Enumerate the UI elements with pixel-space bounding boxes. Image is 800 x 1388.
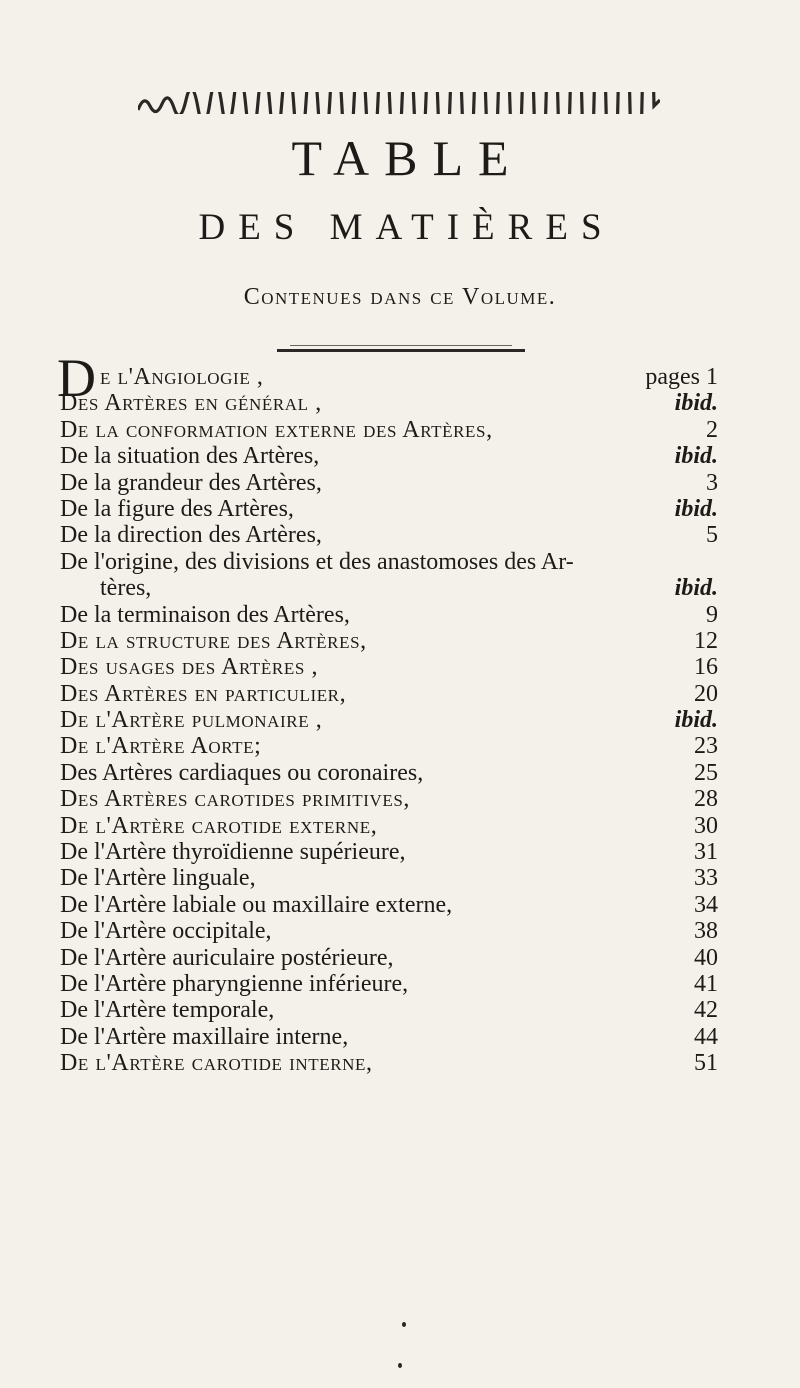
toc-entry bbox=[60, 865, 720, 891]
toc-entry bbox=[60, 971, 720, 997]
toc-entry-page: 28 bbox=[694, 786, 718, 813]
toc-entry bbox=[60, 760, 720, 786]
toc-entry bbox=[60, 417, 720, 443]
toc-entry-title: De l'Artère pharyngienne inférieure, bbox=[60, 970, 409, 997]
toc-entry bbox=[60, 945, 720, 971]
toc-entry-page: 5 bbox=[706, 522, 718, 549]
toc-entry-page: 31 bbox=[694, 839, 718, 866]
toc-entry bbox=[60, 496, 720, 522]
toc-entry-page: 40 bbox=[694, 944, 718, 971]
toc-entry bbox=[60, 470, 720, 496]
toc-entry-page: 12 bbox=[694, 627, 718, 654]
toc-entry-title: e l'Angiologie , bbox=[100, 364, 264, 390]
toc-entry-title: De la figure des Artères, bbox=[60, 495, 294, 522]
toc-entry-page: 34 bbox=[694, 891, 718, 918]
toc-entry-title: De l'Artère linguale, bbox=[60, 865, 256, 892]
toc-entry-page: 33 bbox=[694, 865, 718, 892]
page-title: TABLE bbox=[291, 130, 524, 186]
toc-entry-page: 9 bbox=[706, 601, 718, 628]
toc-entry bbox=[60, 786, 720, 812]
toc-entry-title: De l'origine, des divisions et des anastomoses des Ar- bbox=[60, 548, 574, 575]
toc-entry-title: De l'Artère auriculaire postérieure, bbox=[60, 944, 394, 971]
toc-entry bbox=[60, 918, 720, 944]
toc-entry-page: ibid. bbox=[674, 495, 718, 522]
toc-entry-title: De l'Artère pulmonaire , bbox=[60, 707, 323, 734]
toc-entry-page: 2 bbox=[706, 416, 718, 443]
toc-entry-page: 23 bbox=[694, 733, 718, 760]
toc-entry bbox=[60, 681, 720, 707]
toc-entry bbox=[60, 575, 720, 601]
toc-entry bbox=[60, 1050, 720, 1076]
toc-entry-title: De l'Artère temporale, bbox=[60, 997, 275, 1024]
toc-entry-page: ibid. bbox=[674, 390, 718, 417]
toc-entry-title: Des Artères en particulier, bbox=[60, 680, 347, 707]
toc-entry-title: De la structure des Artères, bbox=[60, 627, 367, 654]
toc-entry bbox=[60, 602, 720, 628]
toc-entry bbox=[60, 707, 720, 733]
toc-entry bbox=[60, 1024, 720, 1050]
toc-entry bbox=[60, 654, 720, 680]
toc-entry-title: De l'Artère Aorte; bbox=[60, 733, 262, 760]
toc-entry bbox=[60, 390, 720, 416]
toc-entry-page: ibid. bbox=[674, 443, 718, 470]
toc-entry-title: Des Artères carotides primitives, bbox=[60, 786, 411, 813]
toc-entry-title: Des Artères cardiaques ou coronaires, bbox=[60, 759, 424, 786]
printer-mark bbox=[398, 1363, 402, 1368]
toc-entry-page: ibid. bbox=[674, 575, 718, 602]
toc-entry-page: pages 1 bbox=[645, 364, 718, 390]
toc-entry-title: De la grandeur des Artères, bbox=[60, 469, 322, 496]
toc-entry-page: 42 bbox=[694, 997, 718, 1024]
toc-entry-title: De la terminaison des Artères, bbox=[60, 601, 350, 628]
toc-entry-page: 38 bbox=[694, 918, 718, 945]
toc-entry-title: De l'Artère thyroïdienne supérieure, bbox=[60, 839, 406, 866]
toc-entry bbox=[60, 733, 720, 759]
toc-entry bbox=[60, 522, 720, 548]
toc-entry-title: De l'Artère labiale ou maxillaire externe, bbox=[60, 891, 453, 918]
toc-entry-page: 20 bbox=[694, 680, 718, 707]
toc-entry bbox=[60, 443, 720, 469]
toc-entry-page: 16 bbox=[694, 654, 718, 681]
volume-note: Contenues dans ce Volume. bbox=[243, 284, 557, 310]
toc-entry-page: 51 bbox=[694, 1050, 718, 1077]
title-rule bbox=[277, 349, 525, 352]
toc-entry-page: 44 bbox=[694, 1023, 718, 1050]
toc-entry bbox=[60, 813, 720, 839]
toc-entry bbox=[60, 997, 720, 1023]
toc-entry bbox=[60, 549, 720, 575]
toc-entry bbox=[60, 628, 720, 654]
page-subtitle: DES MATIÈRES bbox=[198, 207, 615, 248]
toc-entry-title: De la situation des Artères, bbox=[60, 443, 320, 470]
toc-entry-page: 3 bbox=[706, 469, 718, 496]
drop-cap: D bbox=[57, 348, 96, 408]
toc-entry-page: 30 bbox=[694, 812, 718, 839]
decorative-ornament-band bbox=[138, 92, 660, 114]
toc-entry bbox=[60, 839, 720, 865]
toc-entry bbox=[60, 892, 720, 918]
toc-entry-title: De la direction des Artères, bbox=[60, 522, 322, 549]
toc-entry-title: De l'Artère carotide interne, bbox=[60, 1050, 373, 1077]
toc-entry-page: 41 bbox=[694, 970, 718, 997]
toc-entry-title: De l'Artère maxillaire interne, bbox=[60, 1023, 349, 1050]
toc-entry-title: tères, bbox=[100, 575, 152, 602]
toc-entry-title: Des Artères en général , bbox=[60, 390, 322, 417]
toc-entry-title: Des usages des Artères , bbox=[60, 654, 319, 681]
toc-entry-page: 25 bbox=[694, 759, 718, 786]
table-of-contents bbox=[57, 348, 720, 1077]
title-rule-thin bbox=[290, 345, 512, 346]
toc-entry-title: De l'Artère occipitale, bbox=[60, 918, 272, 945]
toc-entry-page: ibid. bbox=[674, 707, 718, 734]
toc-entry-title: De l'Artère carotide externe, bbox=[60, 812, 378, 839]
printer-mark bbox=[402, 1322, 406, 1327]
toc-entry-title: De la conformation externe des Artères, bbox=[60, 416, 493, 443]
